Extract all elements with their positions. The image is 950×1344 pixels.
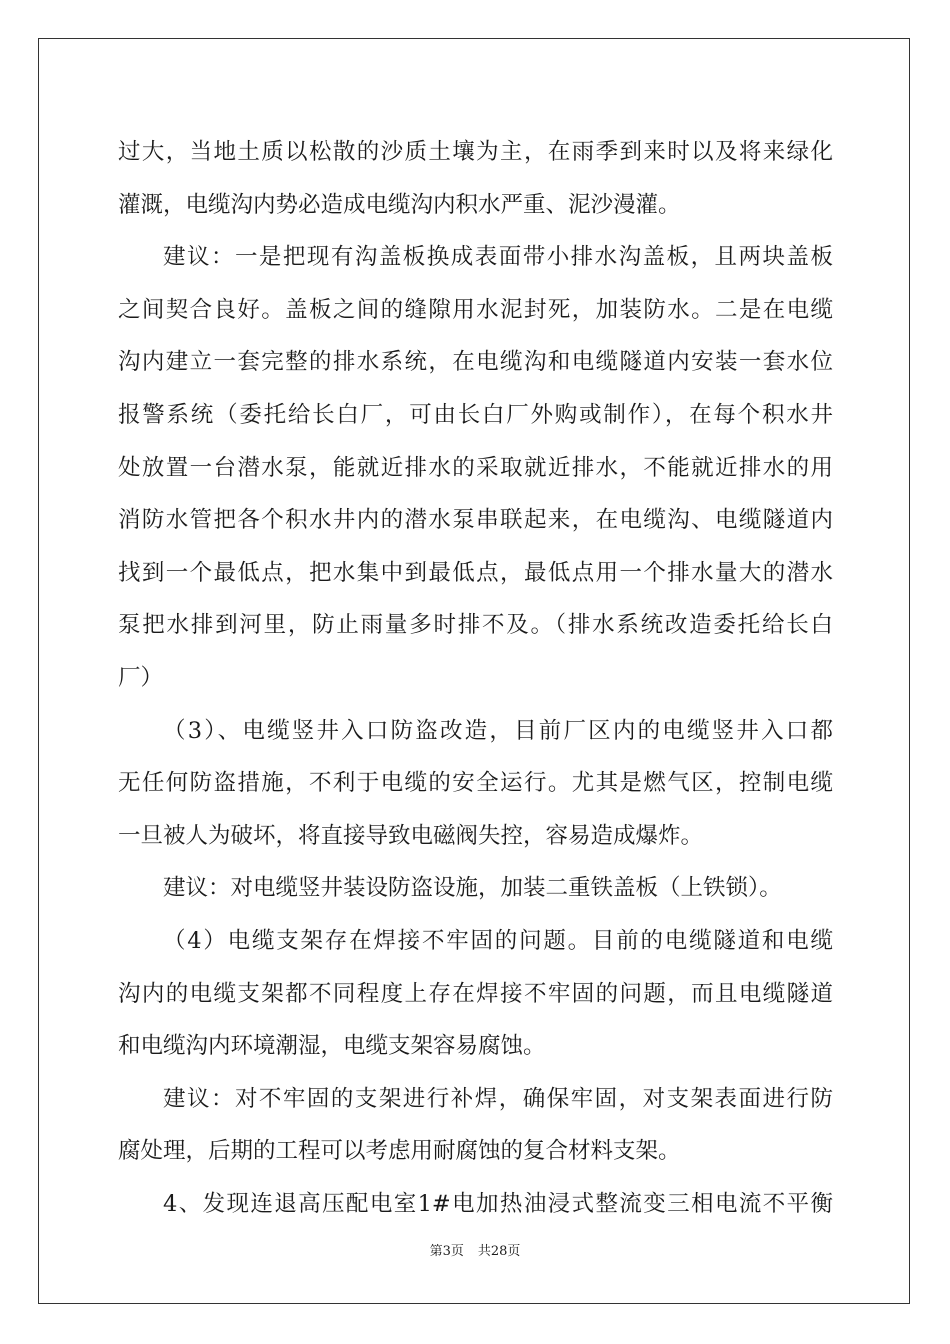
document-body <box>118 126 833 1230</box>
text-line: 一旦被人为破坏，将直接导致电磁阀失控，容易造成爆炸。 <box>118 822 704 849</box>
text-line: 厂） <box>118 664 164 691</box>
text-line: 消防水管把各个积水井内的潜水泵串联起来，在电缆沟、电缆隧道内 <box>118 507 833 534</box>
text-line: （3）、电缆竖井入口防盗改造，目前厂区内的电缆竖井入口都 <box>163 717 833 744</box>
page-footer <box>0 1240 950 1259</box>
text-line: 找到一个最低点，把水集中到最低点，最低点用一个排水量大的潜水 <box>118 559 833 586</box>
text-line: 沟内建立一套完整的排水系统，在电缆沟和电缆隧道内安装一套水位 <box>118 349 833 376</box>
text-line: 建议：一是把现有沟盖板换成表面带小排水沟盖板，且两块盖板 <box>163 244 833 271</box>
text-line: 腐处理，后期的工程可以考虑用耐腐蚀的复合材料支架。 <box>118 1138 681 1165</box>
page-number: 第3页 <box>429 1244 464 1259</box>
text-line: 沟内的电缆支架都不同程度上存在焊接不牢固的问题，而且电缆隧道 <box>118 980 833 1007</box>
text-line: 建议：对不牢固的支架进行补焊，确保牢固，对支架表面进行防 <box>163 1085 833 1112</box>
text-line: 和电缆沟内环境潮湿，电缆支架容易腐蚀。 <box>118 1033 546 1060</box>
text-line: 处放置一台潜水泵，能就近排水的采取就近排水，不能就近排水的用 <box>118 454 833 481</box>
text-line: 泵把水排到河里，防止雨量多时排不及。（排水系统改造委托给长白 <box>118 612 833 639</box>
text-line: 灌溉，电缆沟内势必造成电缆沟内积水严重、泥沙漫灌。 <box>118 191 681 218</box>
text-line: 过大，当地土质以松散的沙质土壤为主，在雨季到来时以及将来绿化 <box>118 139 833 165</box>
text-line: 之间契合良好。盖板之间的缝隙用水泥封死，加装防水。二是在电缆 <box>118 296 833 323</box>
page-total: 共28页 <box>477 1244 521 1259</box>
text-line: 4、发现连退高压配电室1#电加热油浸式整流变三相电流不平衡 <box>163 1190 833 1217</box>
text-line: 报警系统（委托给长白厂，可由长白厂外购或制作），在每个积水井 <box>118 401 833 428</box>
text-line: （4）电缆支架存在焊接不牢固的问题。目前的电缆隧道和电缆 <box>163 927 833 954</box>
text-line: 建议：对电缆竖井装设防盗设施，加装二重铁盖板（上铁锁）。 <box>163 875 782 902</box>
text-line: 无任何防盗措施，不利于电缆的安全运行。尤其是燃气区，控制电缆 <box>118 770 833 797</box>
